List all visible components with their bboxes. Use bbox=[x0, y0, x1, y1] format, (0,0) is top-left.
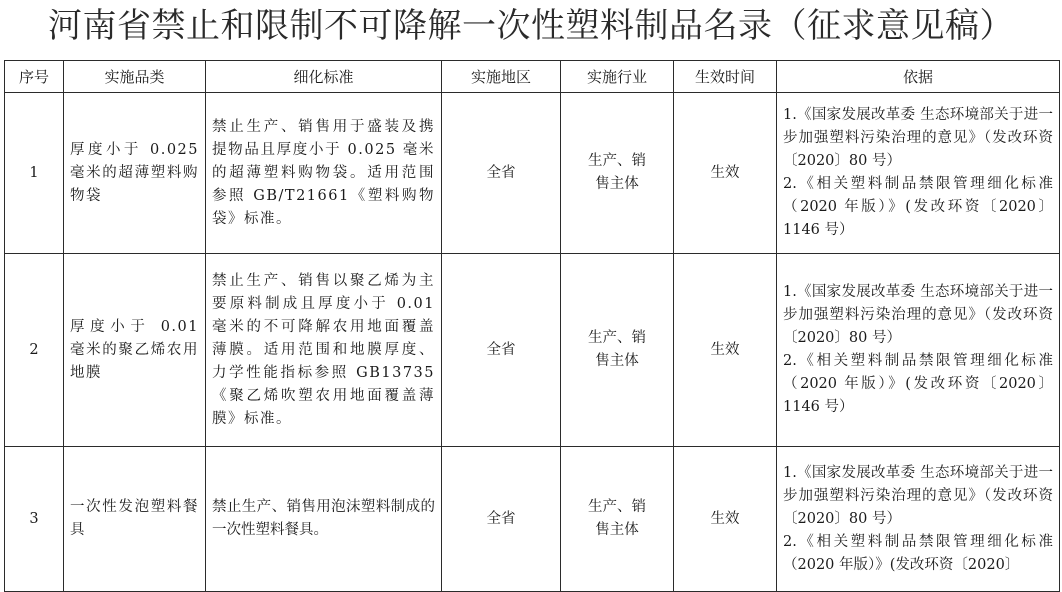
standard-cell bbox=[206, 93, 442, 254]
industry-text: 生产、销售主体 bbox=[588, 330, 646, 369]
header-industry: 实施行业 bbox=[561, 61, 674, 93]
header-no: 序号 bbox=[5, 61, 64, 93]
header-standard: 细化标准 bbox=[206, 61, 442, 93]
category-text: 一次性发泡塑料餐具 bbox=[70, 499, 199, 538]
industry-cell bbox=[561, 254, 674, 447]
basis-list bbox=[777, 281, 1059, 419]
basis-item: 1.《国家发展改革委 生态环境部关于进一步加强塑料污染治理的意见》（发改环资〔2020〕80 号） bbox=[783, 107, 1053, 169]
header-effective: 生效时间 bbox=[674, 61, 777, 93]
basis-item: 2.《相关塑料制品禁限管理细化标准（2020 年版）》(发改环资〔2020〕1146 号） bbox=[783, 353, 1053, 415]
category-cell bbox=[64, 447, 206, 592]
effective-cell: 生效 bbox=[674, 93, 777, 254]
industry-cell bbox=[561, 447, 674, 592]
effective-cell: 生效 bbox=[674, 447, 777, 592]
industry-cell bbox=[561, 93, 674, 254]
row-number: 3 bbox=[5, 447, 64, 592]
table-row bbox=[5, 254, 1060, 447]
category-cell bbox=[64, 93, 206, 254]
table-row bbox=[5, 93, 1060, 254]
region-cell: 全省 bbox=[442, 93, 561, 254]
industry-text: 生产、销售主体 bbox=[588, 499, 646, 538]
standard-text: 禁止生产、销售用于盛装及携提物品且厚度小于 0.025 毫米的超薄塑料购物袋。适用范围参照 GB/T21661《塑料购物袋》标准。 bbox=[212, 118, 435, 227]
standard-cell bbox=[206, 254, 442, 447]
table-row bbox=[5, 447, 1060, 592]
effective-cell: 生效 bbox=[674, 254, 777, 447]
basis-list bbox=[777, 462, 1059, 577]
standard-cell bbox=[206, 447, 442, 592]
industry-text: 生产、销售主体 bbox=[588, 153, 646, 192]
basis-list bbox=[777, 104, 1059, 242]
basis-cell bbox=[777, 93, 1060, 254]
basis-item: 2.《相关塑料制品禁限管理细化标准（2020 年版）》(发改环资〔2020〕 bbox=[783, 533, 1053, 573]
table-header-row bbox=[5, 61, 1060, 93]
standard-text: 禁止生产、销售以聚乙烯为主要原料制成且厚度小于 0.01 毫米的不可降解农用地面覆盖薄膜。适用范围和地膜厚度、力学性能指标参照 GB13735《聚乙烯吹塑农用地面覆盖薄膜》标准。 bbox=[212, 272, 435, 427]
category-text: 厚度小于 0.01 毫米的聚乙烯农用地膜 bbox=[70, 318, 199, 381]
category-text: 厚度小于 0.025 毫米的超薄塑料购物袋 bbox=[70, 141, 199, 204]
row-number: 2 bbox=[5, 254, 64, 447]
document-title: 河南省禁止和限制不可降解一次性塑料制品名录（征求意见稿） bbox=[48, 6, 1014, 46]
row-number: 1 bbox=[5, 93, 64, 254]
basis-cell bbox=[777, 254, 1060, 447]
basis-item: 2.《相关塑料制品禁限管理细化标准（2020 年版）》(发改环资〔2020〕1146 号） bbox=[783, 176, 1053, 238]
header-region: 实施地区 bbox=[442, 61, 561, 93]
region-cell: 全省 bbox=[442, 447, 561, 592]
category-cell bbox=[64, 254, 206, 447]
basis-item: 1.《国家发展改革委 生态环境部关于进一步加强塑料污染治理的意见》（发改环资〔2020〕80 号） bbox=[783, 464, 1053, 527]
basis-cell bbox=[777, 447, 1060, 592]
basis-item: 1.《国家发展改革委 生态环境部关于进一步加强塑料污染治理的意见》（发改环资〔2020〕80 号） bbox=[783, 284, 1053, 346]
region-cell: 全省 bbox=[442, 254, 561, 447]
header-basis: 依据 bbox=[777, 61, 1060, 93]
catalog-table bbox=[4, 60, 1060, 592]
header-category: 实施品类 bbox=[64, 61, 206, 93]
standard-text: 禁止生产、销售用泡沫塑料制成的一次性塑料餐具。 bbox=[212, 499, 435, 538]
